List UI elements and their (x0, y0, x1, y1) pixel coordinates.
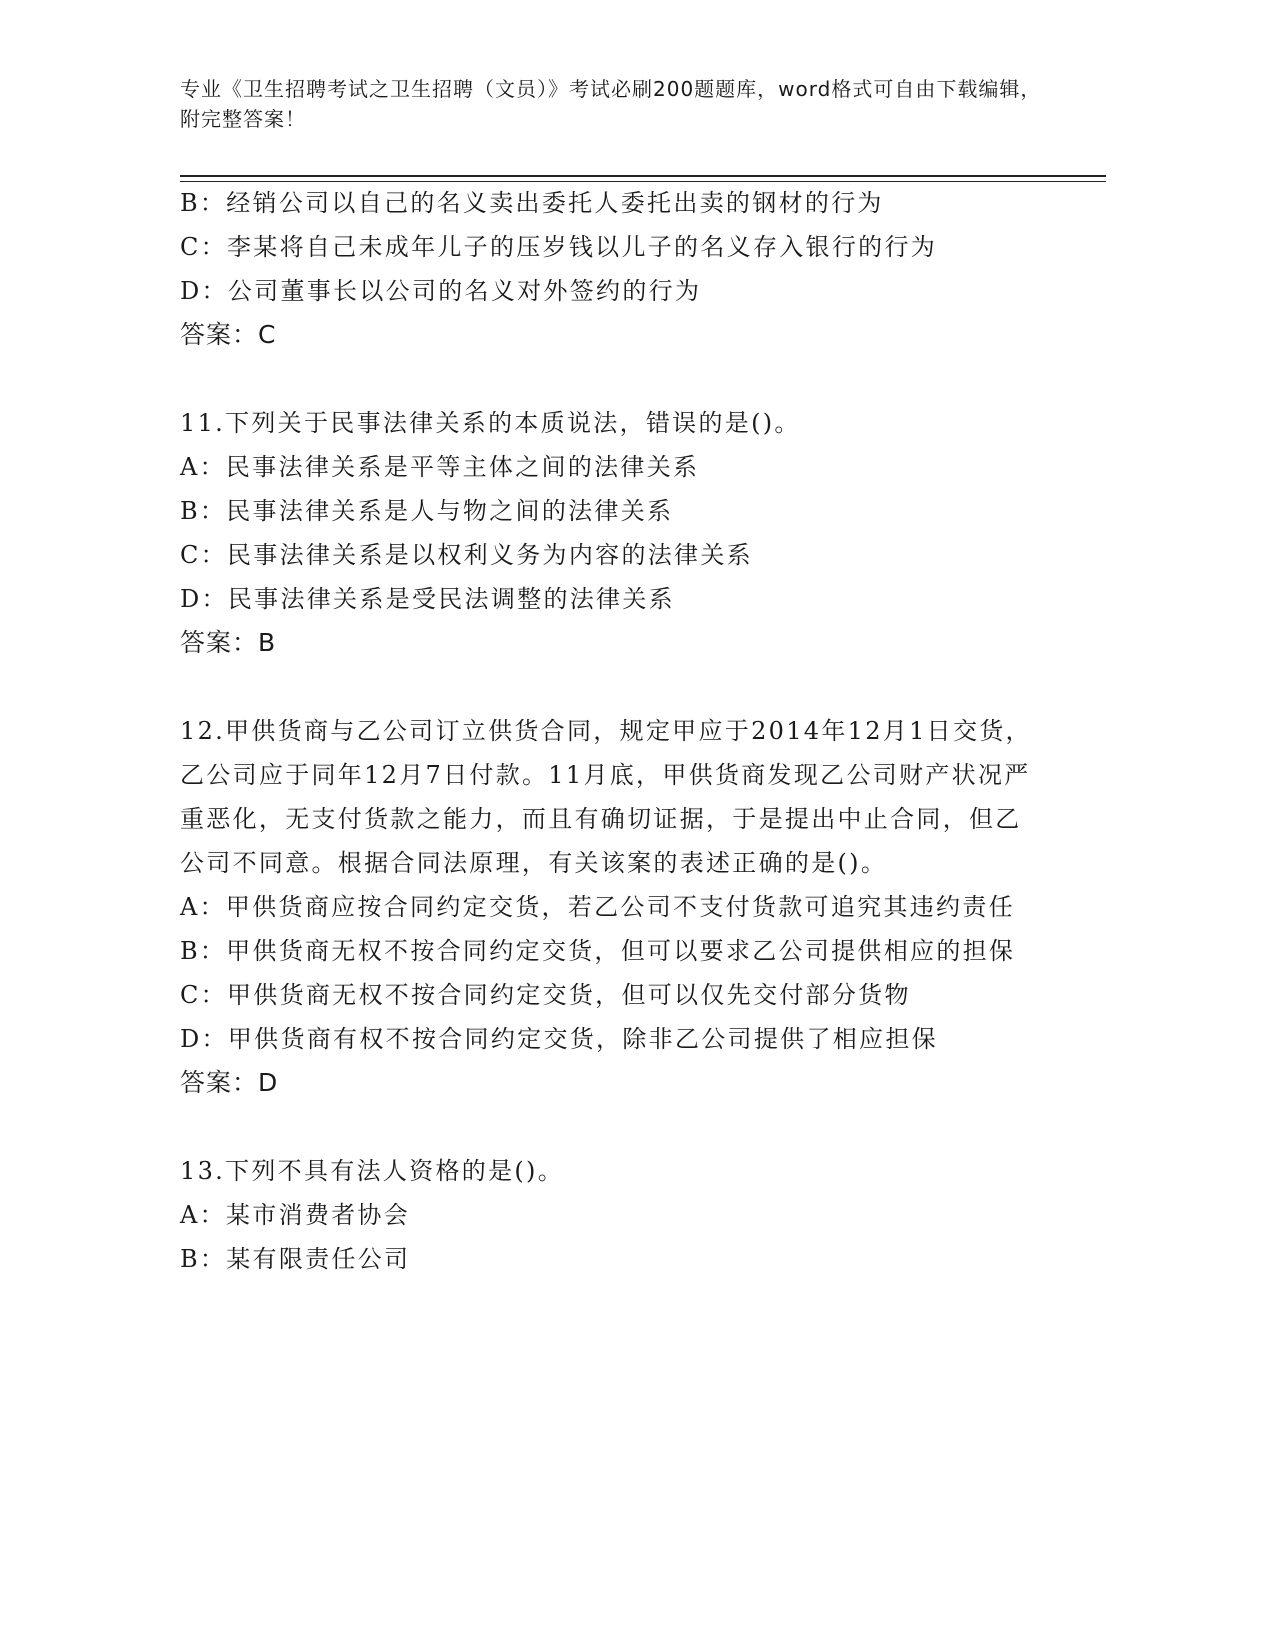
option-c: C：民事法律关系是以权利义务为内容的法律关系 (180, 541, 753, 569)
question-stem: 12.甲供货商与乙公司订立供货合同，规定甲应于2014年12月1日交货，乙公司应于同年12月7日付款。11月底，甲供货商发现乙公司财产状况严重恶化，无支付货款之能力，而且有确切证据，于是提出中止合同，但乙公司不同意。根据合同法原理，有关该案的表述正确的是()。 (180, 717, 1032, 877)
option-c: C：甲供货商无权不按合同约定交货，但可以仅先交付部分货物 (180, 981, 911, 1009)
option-a: A：民事法律关系是平等主体之间的法律关系 (180, 453, 700, 481)
question-stem: 11.下列关于民事法律关系的本质说法，错误的是()。 (180, 409, 801, 437)
spacer (180, 1105, 1040, 1149)
question-13 (180, 1149, 1040, 1281)
question-content (180, 181, 1040, 1281)
option-b: B：民事法律关系是人与物之间的法律关系 (180, 497, 674, 525)
option-c: C：李某将自己未成年儿子的压岁钱以儿子的名义存入银行的行为 (180, 233, 938, 261)
option-a: A：甲供货商应按合同约定交货，若乙公司不支付货款可追究其违约责任 (180, 893, 1015, 921)
option-d: D：民事法律关系是受民法调整的法律关系 (180, 585, 675, 613)
option-b: B：某有限责任公司 (180, 1245, 411, 1273)
option-b: B：甲供货商无权不按合同约定交货，但可以要求乙公司提供相应的担保 (180, 937, 1016, 965)
answer: 答案：D (180, 1068, 279, 1097)
question-10-continued (180, 181, 1040, 357)
question-12 (180, 709, 1040, 1105)
answer: 答案：B (180, 628, 277, 657)
option-b: B：经销公司以自己的名义卖出委托人委托出卖的钢材的行为 (180, 189, 884, 217)
option-d: D：甲供货商有权不按合同约定交货，除非乙公司提供了相应担保 (180, 1025, 938, 1053)
option-d: D：公司董事长以公司的名义对外签约的行为 (180, 277, 702, 305)
question-stem: 13.下列不具有法人资格的是()。 (180, 1157, 564, 1185)
spacer (180, 665, 1040, 709)
option-a: A：某市消费者协会 (180, 1201, 411, 1229)
question-11 (180, 401, 1040, 665)
answer: 答案：C (180, 320, 277, 349)
header-divider-thick (180, 175, 1106, 177)
document-header: 专业《卫生招聘考试之卫生招聘（文员）》考试必刷200题题库，word格式可自由下载编辑，附完整答案！ (180, 77, 1042, 131)
spacer (180, 357, 1040, 401)
